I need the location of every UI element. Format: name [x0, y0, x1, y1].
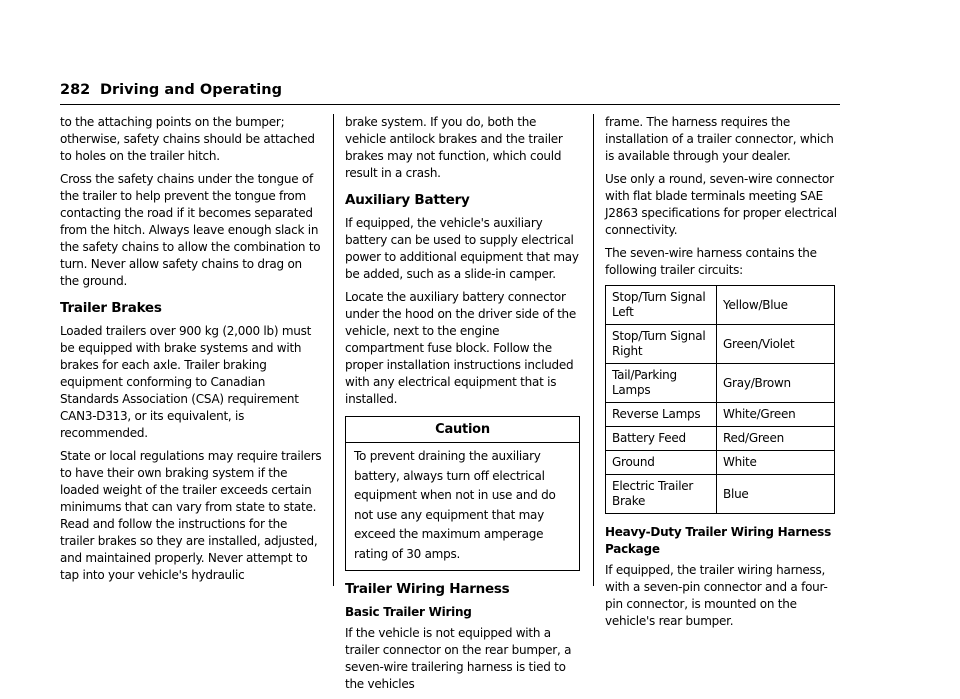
table-row [606, 286, 835, 325]
heading-trailer-wiring-harness: Trailer Wiring Harness [345, 581, 510, 597]
circuit-name: Ground [606, 451, 717, 475]
circuit-name: Electric Trailer Brake [606, 475, 717, 514]
caution-title: Caution [346, 417, 579, 443]
paragraph: to the attaching points on the bumper; otherwise, safety chains should be attached to holes on the trailer hitch. [60, 115, 315, 163]
table-row [606, 325, 835, 364]
page-number: 282 [60, 82, 91, 98]
wire-color: White/Green [717, 403, 835, 427]
table-row [606, 364, 835, 403]
table-row [606, 427, 835, 451]
wire-color: Green/Violet [717, 325, 835, 364]
wire-color: White [717, 451, 835, 475]
paragraph: Locate the auxiliary battery connector under the hood on the driver side of the vehicle, next to the engine compartment fuse block. Follow the proper installation instructions included with any electrical equipment that is installed. [345, 290, 577, 406]
subheading-basic-trailer-wiring: Basic Trailer Wiring [345, 605, 472, 619]
section-title: Driving and Operating [100, 82, 282, 98]
paragraph: Cross the safety chains under the tongue of the trailer to help prevent the tongue from contacting the road if it becomes separated from the hitch. Always leave enough slack in the safety chains to allow the combination to turn. Never allow safety chains to drag on the ground. [60, 172, 321, 288]
paragraph: If equipped, the trailer wiring harness, with a seven-pin connector and a four-pin connector, is mounted on the vehicle's rear bumper. [605, 563, 828, 628]
column-2 [345, 114, 580, 699]
caution-box [345, 416, 580, 571]
circuit-name: Stop/Turn Signal Left [606, 286, 717, 325]
paragraph: If equipped, the vehicle's auxiliary battery can be used to supply electrical power to additional equipment that may be added, such as a slide-in camper. [345, 216, 579, 281]
paragraph: The seven-wire harness contains the following trailer circuits: [605, 246, 817, 277]
wire-color: Blue [717, 475, 835, 514]
table-row [606, 475, 835, 514]
subheading-heavy-duty-harness: Heavy-Duty Trailer Wiring Harness Package [605, 525, 831, 556]
wire-color: Yellow/Blue [717, 286, 835, 325]
circuit-name: Stop/Turn Signal Right [606, 325, 717, 364]
paragraph: brake system. If you do, both the vehicle antilock brakes and the trailer brakes may not function, which could result in a crash. [345, 115, 563, 180]
column-divider-1 [333, 114, 334, 586]
heading-trailer-brakes: Trailer Brakes [60, 300, 162, 316]
wire-color: Gray/Brown [717, 364, 835, 403]
caution-text: To prevent draining the auxiliary battery, always turn off electrical equipment when not in use and do not use any equipment that may exceed the maximum amperage rating of 30 amps. [354, 449, 556, 561]
paragraph: If the vehicle is not equipped with a trailer connector on the rear bumper, a seven-wire trailering harness is tied to the vehicles [345, 626, 572, 691]
circuit-name: Tail/Parking Lamps [606, 364, 717, 403]
table-row [606, 403, 835, 427]
paragraph: Use only a round, seven-wire connector with flat blade terminals meeting SAE J2863 specifications for proper electrical connectivity. [605, 172, 837, 237]
paragraph: Loaded trailers over 900 kg (2,000 lb) must be equipped with brake systems and with brakes for each axle. Trailer braking equipment conforming to Canadian Standards Association (CSA) requirement CAN3-D313, or its equivalent, is recommended. [60, 324, 312, 440]
paragraph: frame. The harness requires the installation of a trailer connector, which is available through your dealer. [605, 115, 834, 163]
column-1 [60, 114, 322, 590]
circuit-name: Reverse Lamps [606, 403, 717, 427]
circuit-table [605, 285, 835, 514]
paragraph: State or local regulations may require trailers to have their own braking system if the loaded weight of the trailer exceeds certain minimums that can vary from state to state. Read and follow the instructions for the trailer brakes so they are installed, adjusted, and maintained properly. Never attempt to tap into your vehicle's hydraulic [60, 449, 322, 582]
header-divider [60, 104, 840, 105]
circuit-name: Battery Feed [606, 427, 717, 451]
heading-auxiliary-battery: Auxiliary Battery [345, 192, 470, 208]
table-row [606, 451, 835, 475]
page-header [60, 82, 840, 98]
column-3 [605, 114, 840, 636]
column-divider-2 [593, 114, 594, 586]
wire-color: Red/Green [717, 427, 835, 451]
